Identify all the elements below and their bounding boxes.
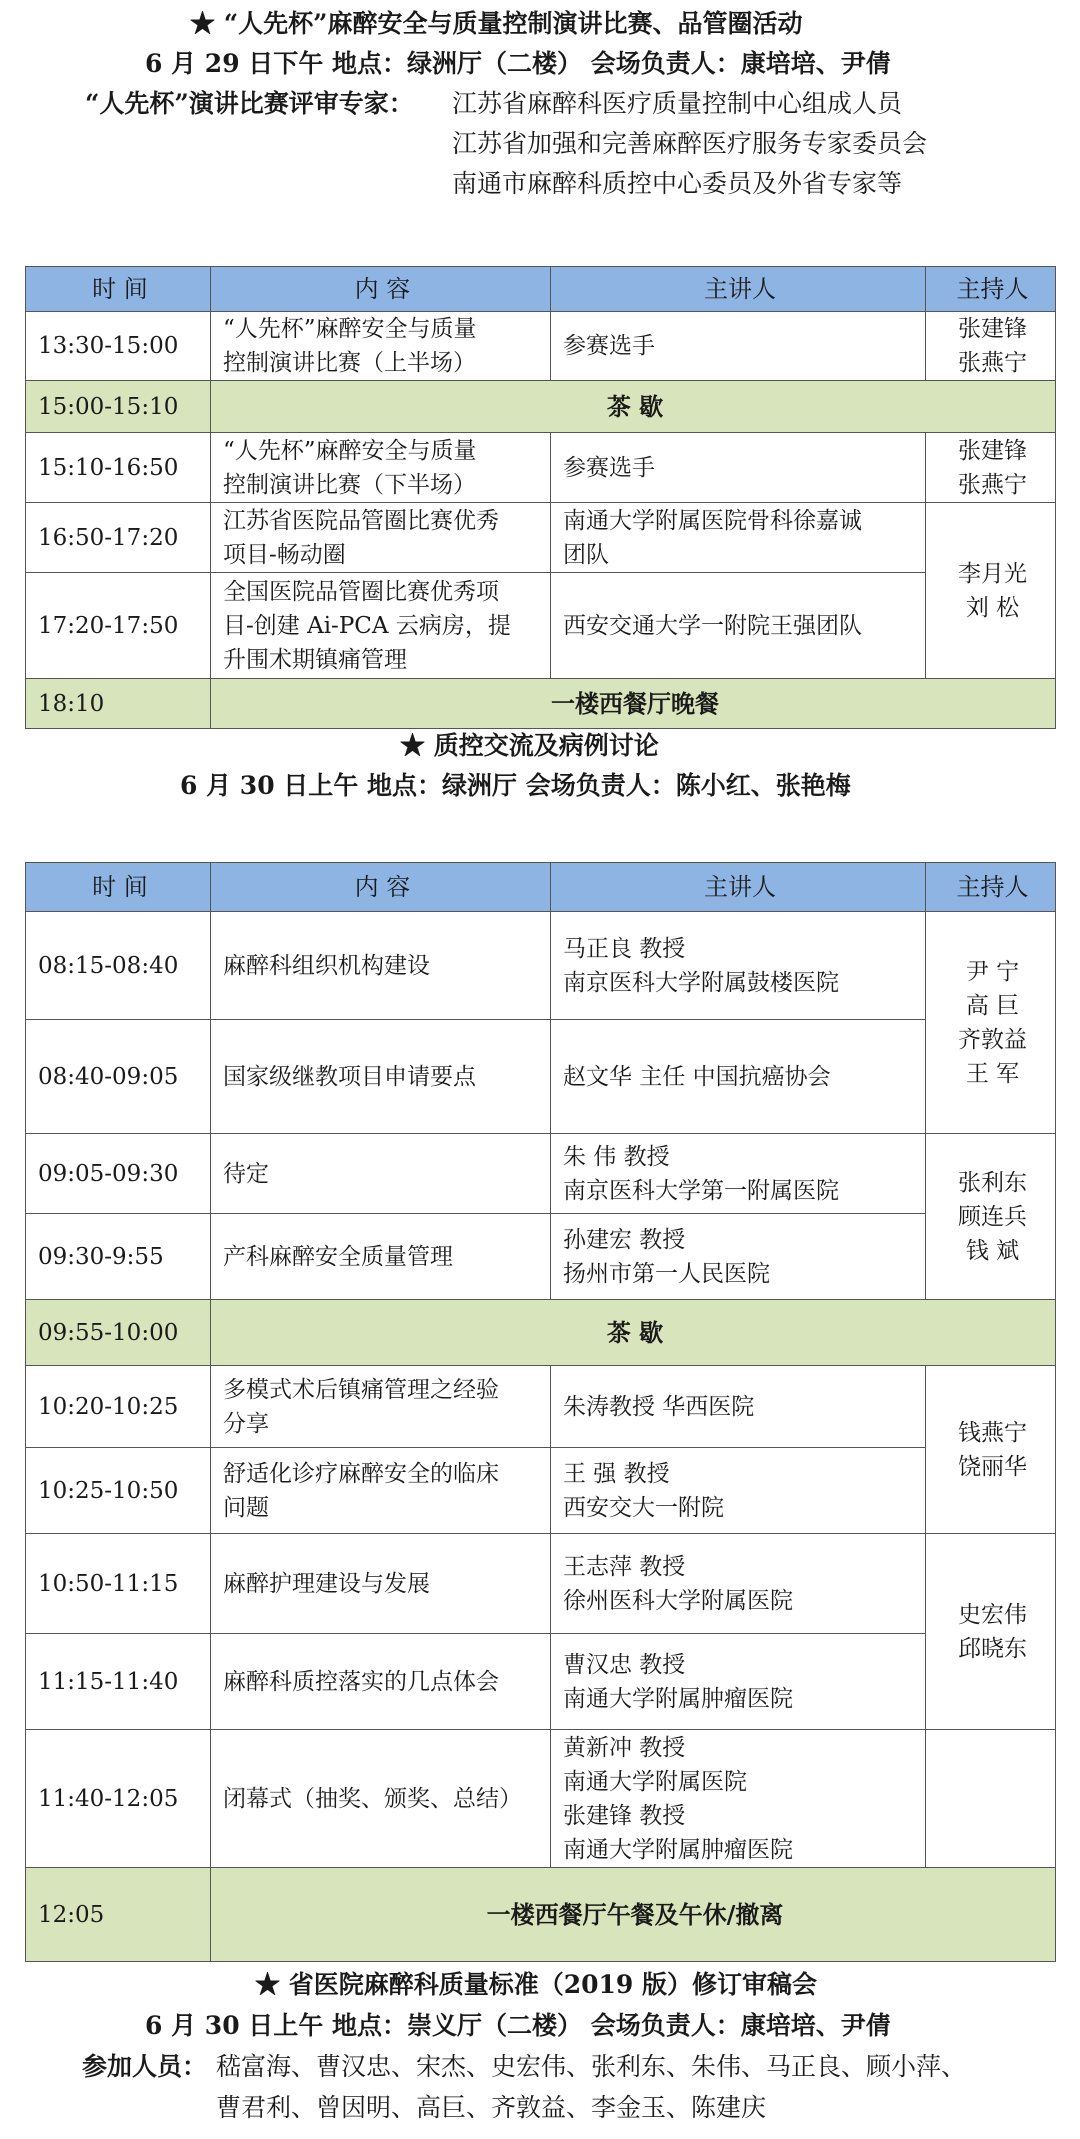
row-content: 国家级继教项目申请要点 [211, 1020, 551, 1134]
row-speaker: 参赛选手 [551, 312, 926, 381]
row-host [926, 1730, 1056, 1868]
row-time: 11:15-11:40 [26, 1634, 211, 1730]
participants-line: 曹君利、曾因明、高巨、齐敦益、李金玉、陈建庆 [216, 2093, 767, 2122]
row-speaker: 参赛选手 [551, 433, 926, 503]
row-content: 产科麻醉安全质量管理 [211, 1214, 551, 1300]
row-time: 08:15-08:40 [26, 912, 211, 1020]
row-speaker: 曹汉忠 教授 南通大学附属肿瘤医院 [551, 1634, 926, 1730]
row-host: 尹 宁 高 巨 齐敦益 王 军 [926, 912, 1056, 1134]
row-time: 15:10-16:50 [26, 433, 211, 503]
row-speaker: 马正良 教授 南京医科大学附属鼓楼医院 [551, 912, 926, 1020]
table-header-row [26, 267, 1056, 312]
section1-experts-label: “人先杯”演讲比赛评审专家： [85, 89, 414, 118]
row-time: 09:55-10:00 [26, 1300, 211, 1366]
row-content: 麻醉科质控落实的几点体会 [211, 1634, 551, 1730]
table-row [26, 433, 1056, 503]
meal-label: 一楼西餐厅午餐及午休/撤离 [211, 1868, 1056, 1962]
row-speaker: 王 强 教授 西安交大一附院 [551, 1448, 926, 1534]
participants-label: 参加人员： [82, 2052, 208, 2081]
table-row [26, 1448, 1056, 1534]
row-time: 18:10 [26, 679, 211, 729]
table-row [26, 1020, 1056, 1134]
column-header-speaker: 主讲人 [551, 863, 926, 912]
row-content: 江苏省医院品管圈比赛优秀 项目-畅动圈 [211, 503, 551, 573]
column-header-content: 内 容 [211, 863, 551, 912]
break-row [26, 381, 1056, 433]
section3-title: ★ 省医院麻醉科质量标准（2019 版）修订审稿会 [255, 1970, 817, 1999]
expert-line: 南通市麻醉科质控中心委员及外省专家等 [452, 169, 903, 198]
row-time: 12:05 [26, 1868, 211, 1962]
table-row [26, 1634, 1056, 1730]
row-content: 舒适化诊疗麻醉安全的临床 问题 [211, 1448, 551, 1534]
row-host: 史宏伟 邱晓东 [926, 1534, 1056, 1730]
break-label: 茶 歇 [211, 381, 1056, 433]
row-content: 待定 [211, 1134, 551, 1214]
row-time: 13:30-15:00 [26, 312, 211, 381]
row-content: “人先杯”麻醉安全与质量 控制演讲比赛（上半场） [211, 312, 551, 381]
row-host: 张建锋 张燕宁 [926, 433, 1056, 503]
table-row [26, 503, 1056, 573]
schedule-table-1 [25, 266, 1056, 729]
section2-title: ★ 质控交流及病例讨论 [400, 731, 659, 760]
row-time: 10:25-10:50 [26, 1448, 211, 1534]
column-header-host: 主持人 [926, 863, 1056, 912]
row-time: 10:20-10:25 [26, 1366, 211, 1448]
meal-label: 一楼西餐厅晚餐 [211, 679, 1056, 729]
row-content: 多模式术后镇痛管理之经验 分享 [211, 1366, 551, 1448]
row-time: 10:50-11:15 [26, 1534, 211, 1634]
row-content: 麻醉科组织机构建设 [211, 912, 551, 1020]
row-host: 钱燕宁 饶丽华 [926, 1366, 1056, 1534]
section3-time-location: 6 月 30 日上午 地点：崇义厅（二楼） 会场负责人：康培培、尹倩 [145, 2011, 891, 2040]
column-header-content: 内 容 [211, 267, 551, 312]
table-row [26, 312, 1056, 381]
row-host: 张建锋 张燕宁 [926, 312, 1056, 381]
expert-line: 江苏省麻醉科医疗质量控制中心组成人员 [452, 89, 903, 118]
meal-row [26, 679, 1056, 729]
table-row [26, 1730, 1056, 1868]
table-header-row [26, 863, 1056, 912]
row-time: 08:40-09:05 [26, 1020, 211, 1134]
section1-time-location: 6 月 29 日下午 地点：绿洲厅（二楼） 会场负责人：康培培、尹倩 [145, 49, 891, 78]
schedule-table-2 [25, 862, 1056, 1962]
table-row [26, 1534, 1056, 1634]
table-row [26, 912, 1056, 1020]
row-content: 闭幕式（抽奖、颁奖、总结） [211, 1730, 551, 1868]
row-content: 全国医院品管圈比赛优秀项 目-创建 Ai-PCA 云病房，提 升围术期镇痛管理 [211, 573, 551, 679]
table-row [26, 1134, 1056, 1214]
row-speaker: 黄新冲 教授 南通大学附属医院 张建锋 教授 南通大学附属肿瘤医院 [551, 1730, 926, 1868]
row-speaker: 西安交通大学一附院王强团队 [551, 573, 926, 679]
row-speaker: 赵文华 主任 中国抗癌协会 [551, 1020, 926, 1134]
row-time: 15:00-15:10 [26, 381, 211, 433]
column-header-host: 主持人 [926, 267, 1056, 312]
break-row [26, 1300, 1056, 1366]
table-row [26, 1366, 1056, 1448]
section2-time-location: 6 月 30 日上午 地点：绿洲厅 会场负责人：陈小红、张艳梅 [180, 771, 851, 800]
row-time: 16:50-17:20 [26, 503, 211, 573]
expert-line: 江苏省加强和完善麻醉医疗服务专家委员会 [452, 129, 928, 158]
participants-line: 嵇富海、曹汉忠、宋杰、史宏伟、张利东、朱伟、马正良、顾小萍、 [216, 2052, 967, 2081]
row-time: 09:05-09:30 [26, 1134, 211, 1214]
row-host: 李月光 刘 松 [926, 503, 1056, 679]
column-header-time: 时 间 [26, 863, 211, 912]
row-time: 09:30-9:55 [26, 1214, 211, 1300]
table-row [26, 1214, 1056, 1300]
row-time: 11:40-12:05 [26, 1730, 211, 1868]
row-speaker: 王志萍 教授 徐州医科大学附属医院 [551, 1534, 926, 1634]
row-speaker: 孙建宏 教授 扬州市第一人民医院 [551, 1214, 926, 1300]
row-speaker: 朱涛教授 华西医院 [551, 1366, 926, 1448]
column-header-speaker: 主讲人 [551, 267, 926, 312]
break-label: 茶 歇 [211, 1300, 1056, 1366]
row-speaker: 朱 伟 教授 南京医科大学第一附属医院 [551, 1134, 926, 1214]
row-content: 麻醉护理建设与发展 [211, 1534, 551, 1634]
table-row [26, 573, 1056, 679]
meal-row [26, 1868, 1056, 1962]
column-header-time: 时 间 [26, 267, 211, 312]
row-speaker: 南通大学附属医院骨科徐嘉诚 团队 [551, 503, 926, 573]
row-content: “人先杯”麻醉安全与质量 控制演讲比赛（下半场） [211, 433, 551, 503]
row-time: 17:20-17:50 [26, 573, 211, 679]
row-host: 张利东 顾连兵 钱 斌 [926, 1134, 1056, 1300]
section1-title: ★ “人先杯”麻醉安全与质量控制演讲比赛、品管圈活动 [190, 9, 803, 38]
